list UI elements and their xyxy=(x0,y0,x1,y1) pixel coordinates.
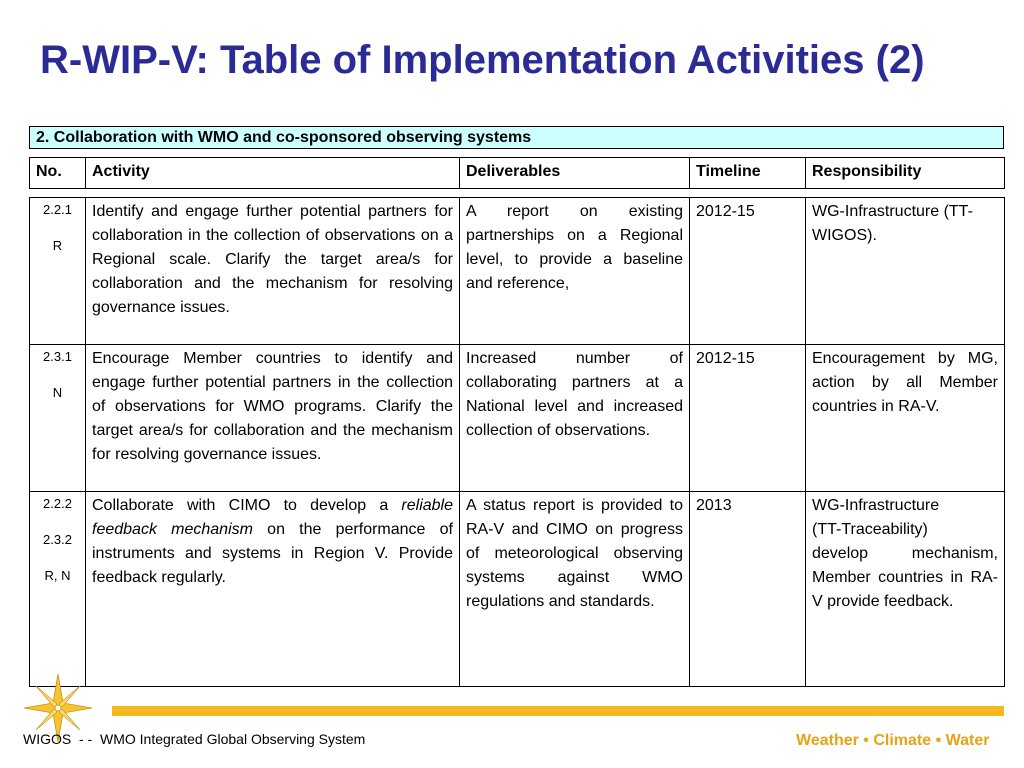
table-header xyxy=(29,157,1005,189)
timeline-cell: 2012-15 xyxy=(690,345,806,492)
row-number-line: 2.3.2 xyxy=(43,532,72,547)
activity-cell xyxy=(86,492,460,687)
activity-cell: Encourage Member countries to identify and engage further potential partners in the collection of observations for WMO programs. Clarify the target area/s for collaboration and the mechanism for resolving governance issues. xyxy=(86,345,460,492)
responsibility-cell: Encouragement by MG, action by all Member countries in RA-V. xyxy=(806,345,1005,492)
row-number xyxy=(30,198,86,345)
responsibility-text: develop mechanism, Member countries in RA-V provide feedback. xyxy=(812,545,998,610)
header-activity: Activity xyxy=(86,158,460,189)
deliverables-cell: A report on existing partnerships on a Regional level, to provide a baseline and reference, xyxy=(460,198,690,345)
header-responsibility: Responsibility xyxy=(806,158,1005,189)
timeline-cell: 2013 xyxy=(690,492,806,687)
table-row xyxy=(30,345,1005,492)
responsibility-line: WG-Infrastructure xyxy=(812,497,940,514)
section-header: 2. Collaboration with WMO and co-sponsored observing systems xyxy=(29,126,1004,149)
activity-text: on the performance of instruments and systems in Region V. Provide feedback regularly. xyxy=(92,521,453,586)
row-scope-line: R xyxy=(52,238,63,253)
responsibility-line: (TT-Traceability) xyxy=(812,521,928,538)
table-row xyxy=(30,198,1005,345)
table-row xyxy=(30,492,1005,687)
row-scope-line: R, N xyxy=(44,568,71,583)
activity-text: Collaborate with CIMO to develop a xyxy=(92,497,402,514)
row-number-line: 2.2.1 xyxy=(43,202,72,217)
row-number xyxy=(30,345,86,492)
row-number-line: 2.2.2 xyxy=(43,496,72,511)
footer-text: WIGOS - - WMO Integrated Global Observing System xyxy=(23,731,366,747)
responsibility-cell xyxy=(806,492,1005,687)
row-scope-line: N xyxy=(52,385,63,400)
footer-divider xyxy=(112,706,1004,716)
brand-slogan: Weather • Climate • Water xyxy=(796,732,990,749)
activity-cell: Identify and engage further potential partners for collaboration in the collection of observations on a Regional scale. Clarify the target area/s for collaboration and the mechanism for resolving governance issues. xyxy=(86,198,460,345)
page-title: R-WIP-V: Table of Implementation Activities (2) xyxy=(40,38,925,82)
header-deliverables: Deliverables xyxy=(460,158,690,189)
header-no: No. xyxy=(30,158,86,189)
row-number xyxy=(30,492,86,687)
deliverables-cell: Increased number of collaborating partners at a National level and increased collection of observations. xyxy=(460,345,690,492)
header-timeline: Timeline xyxy=(690,158,806,189)
responsibility-cell: WG-Infrastructure (TT-WIGOS). xyxy=(806,198,1005,345)
deliverables-cell: A status report is provided to RA-V and CIMO on progress of meteorological observing systems against WMO regulations and standards. xyxy=(460,492,690,687)
row-number-line: 2.3.1 xyxy=(43,349,72,364)
timeline-cell: 2012-15 xyxy=(690,198,806,345)
activities-table xyxy=(29,197,1005,687)
activity-emphasis: reliable feedback mechanism xyxy=(92,497,453,538)
